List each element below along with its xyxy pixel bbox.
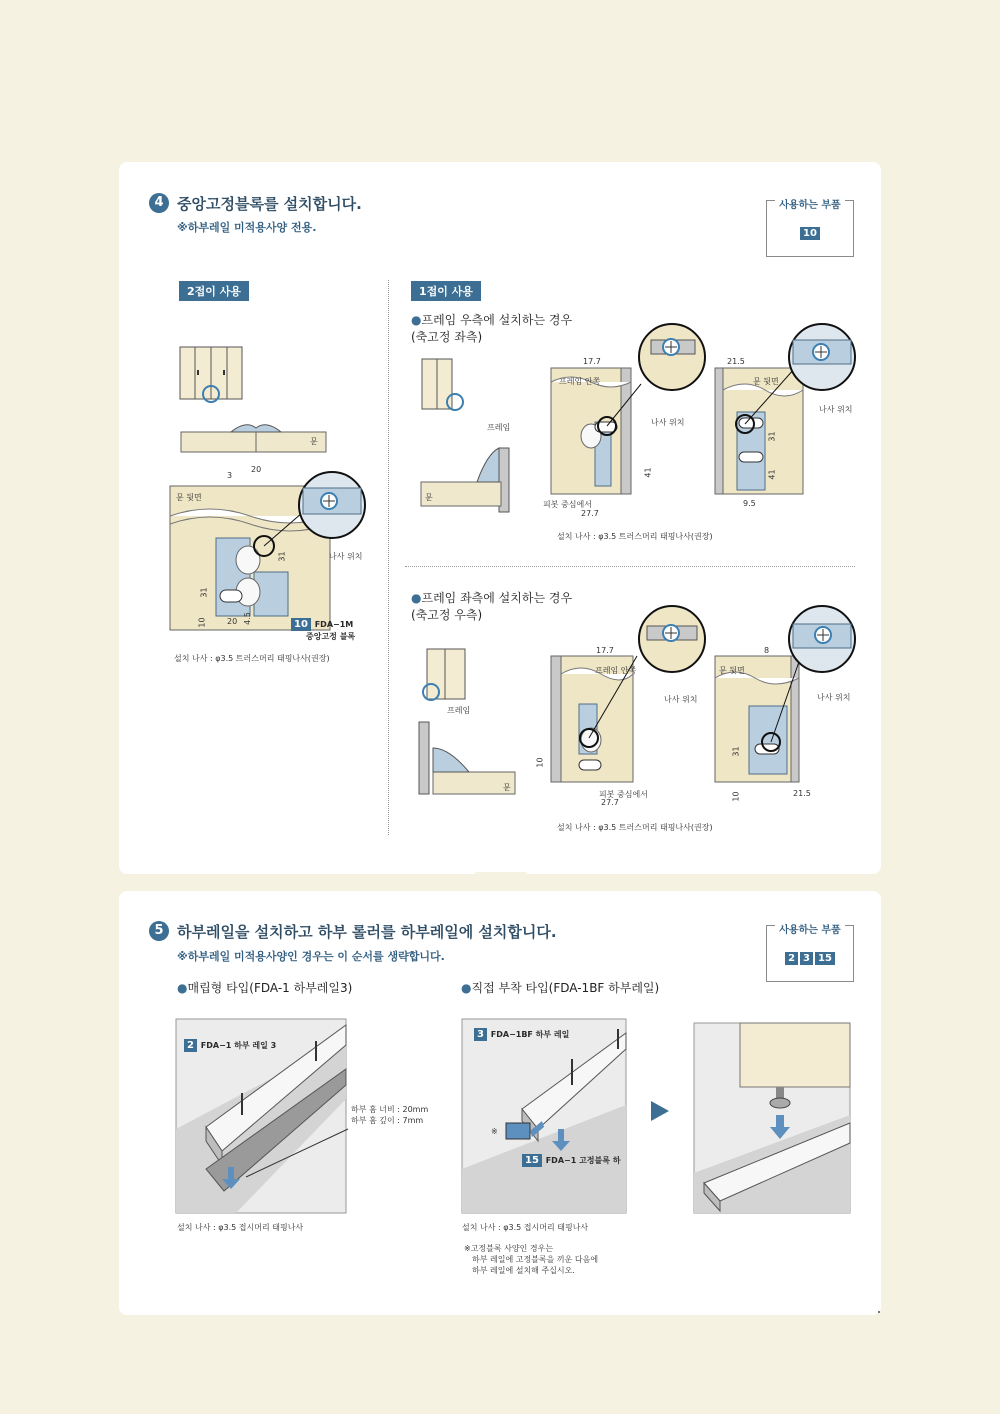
part-fda-1bf-rail: 3 FDA−1BF 하부 레일 — [473, 1028, 569, 1041]
part-fda-1-rail-3: 2 FDA−1 하부 레일 3 — [183, 1039, 276, 1052]
left-install-heading: ●프레임 좌측에 설치하는 경우 (축고정 우측) — [411, 591, 573, 622]
left-zoom-a — [637, 604, 707, 674]
right-top-view — [419, 434, 519, 514]
roller-install-illustration — [694, 1023, 850, 1215]
tag-one-fold: 1접이 사용 — [411, 281, 481, 301]
right-zoom-b — [787, 322, 857, 392]
right-frame-label: 프레임 — [487, 423, 511, 432]
step5-note: ※하부레일 미적용사양인 경우는 이 순서를 생략합니다. — [177, 950, 445, 963]
step4-parts-box — [766, 200, 854, 257]
part-chip-2: 2 — [785, 952, 798, 965]
step5-parts-box — [766, 925, 854, 982]
left-pivot-label: 피봇 중심에서 — [599, 790, 648, 799]
left-door-sketch — [423, 648, 473, 708]
step4-title: 중앙고정블록를 설치합니다. — [177, 195, 362, 213]
left-door-label: 문 — [503, 783, 511, 792]
two-fold-zoom — [297, 470, 367, 540]
groove-width: 하부 홈 너비 : 20mm — [351, 1105, 429, 1114]
right-bottom-screw-note: 설치 나사 : φ3.5 트러스머리 태핑나사(권장) — [557, 823, 713, 832]
row-divider — [405, 566, 855, 567]
surface-screw-note: 설치 나사 : φ3.5 접시머리 태핑나사 — [462, 1223, 589, 1232]
right-screw-position-b: 나사 위치 — [819, 405, 853, 414]
surface-rail-illustration — [462, 1019, 626, 1215]
right-back-label: 문 뒷면 — [753, 377, 779, 386]
part-fda-1-block: 15 FDA−1 고정블록 하 — [521, 1154, 621, 1167]
right-door-label: 문 — [425, 493, 433, 502]
play-arrow-icon — [651, 1101, 669, 1121]
step5-title: 하부레일을 설치하고 하부 롤러를 하부레일에 설치합니다. — [177, 923, 557, 941]
two-fold-door-sketch — [179, 346, 249, 406]
left-back-label: 문 뒷면 — [719, 666, 745, 675]
step5-number: 5 — [149, 921, 169, 941]
step4-note: ※하부레일 미적용사양 전용. — [177, 221, 317, 234]
left-inner-label: 프레임 안쪽 — [595, 666, 637, 675]
page-dot — [878, 1311, 880, 1313]
block-mark: ※ — [491, 1127, 498, 1136]
column-divider — [388, 280, 389, 835]
part-chip-15: 15 — [815, 952, 835, 965]
part-chip-10: 10 — [800, 227, 820, 240]
right-top-screw-note: 설치 나사 : φ3.5 트러스머리 태핑나사(권장) — [557, 532, 713, 541]
two-fold-door-label: 문 — [310, 437, 318, 446]
two-fold-top-view — [181, 416, 331, 456]
left-screw-position-a: 나사 위치 — [664, 695, 698, 704]
right-inner-label: 프레임 안쪽 — [559, 377, 601, 386]
parts-title: 사용하는 부품 — [775, 200, 844, 211]
left-frame-label: 프레임 — [447, 706, 471, 715]
right-pivot-label: 피봇 중심에서 — [543, 500, 592, 509]
flush-type-heading: ●매립형 타입(FDA-1 하부레일3) — [177, 981, 353, 995]
part-fda-1m: 10 FDA−1M 중앙고정 블록 — [290, 618, 355, 642]
two-fold-screw-position: 나사 위치 — [329, 552, 363, 561]
left-zoom-b — [787, 604, 857, 674]
tag-two-fold: 2접이 사용 — [179, 281, 249, 301]
block-note: ※고정블록 사양인 경우는 하부 레일에 고정블록을 끼운 다음에 하부 레일에 설치해 주십시오. — [464, 1244, 599, 1275]
step5-panel — [119, 891, 881, 1315]
two-fold-back-label: 문 뒷면 — [176, 493, 202, 502]
right-screw-position-a: 나사 위치 — [651, 418, 685, 427]
flush-screw-note: 설치 나사 : φ3.5 접시머리 태핑나사 — [177, 1223, 304, 1232]
left-screw-position-b: 나사 위치 — [817, 693, 851, 702]
parts-title: 사용하는 부품 — [775, 925, 844, 936]
right-install-heading: ●프레임 우측에 설치하는 경우 (축고정 좌측) — [411, 313, 573, 344]
step4-panel: 4 중앙고정블록를 설치합니다. ※하부레일 미적용사양 전용. 사용하는 부품 10 2접이 사용 문 문 뒷면 3 20 31 31 10 20 4.5 나사 위치 10 FDA−1M 중앙고정 블록 설치 나사 : φ3.5 트러스머리 태핑나사(권장) 1접이 사용 ●프레임 우측에 설치하는 경우 (축고정 좌측) 프레임 문 프레임 안쪽 나사 위치 17.7 41 피봇 중심에서 27.7 문 뒷면 나사 위치 21.5 31 41 9.5 설치 나사 : φ3.5 트러스머리 태핑나사(권장) ●프레임 좌측에 설치하는 경우 (축고정 우측) 프레임 문 프레임 안쪽 나사 위치 17.7 10 피봇 중심에서 27.7 문 뒷면 나사 위치 8 31 10 21.5 설치 나사 : φ3.5 트러스머리 태핑나사(권장) — [119, 162, 881, 874]
groove-depth: 하부 홈 깊이 : 7mm — [351, 1116, 424, 1125]
right-door-sketch — [421, 358, 471, 418]
right-elevation-a — [551, 368, 641, 498]
part-chip-3: 3 — [800, 952, 813, 965]
surface-type-heading: ●직접 부착 타입(FDA-1BF 하부레일) — [461, 981, 660, 995]
step4-number: 4 — [149, 193, 169, 213]
right-zoom-a — [637, 322, 707, 392]
two-fold-screw-note: 설치 나사 : φ3.5 트러스머리 태핑나사(권장) — [174, 654, 330, 663]
